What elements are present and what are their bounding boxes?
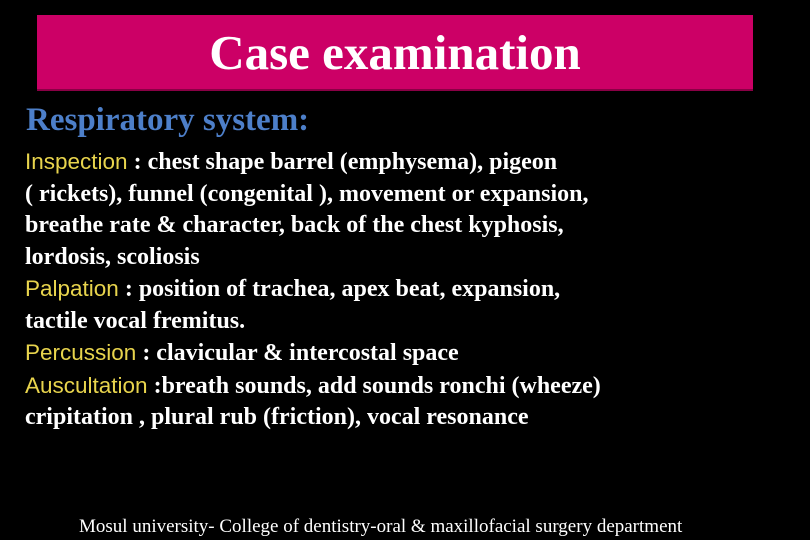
percussion-line-1	[25, 337, 810, 370]
slide-title: Case examination	[209, 24, 581, 80]
palpation-line-1	[25, 273, 810, 306]
palpation-text-1: : position of trachea, apex beat, expansion,	[118, 276, 561, 302]
percussion-term: Percussion	[25, 340, 137, 365]
inspection-line-2: ( rickets), funnel (congenital ), movement or expansion,	[25, 180, 589, 207]
palpation-term: Palpation	[25, 276, 119, 301]
palpation-line-2: tactile vocal fremitus.	[25, 307, 246, 334]
auscultation-term: Auscultation	[25, 372, 148, 398]
auscultation-line-2: cripitation , plural rub (friction), vocal resonance	[25, 404, 529, 430]
title-banner	[37, 15, 753, 91]
inspection-text-1: : chest shape barrel (emphysema), pigeon	[127, 149, 558, 175]
inspection-term: Inspection	[25, 149, 128, 174]
inspection-line-4: lordosis, scoliosis	[25, 243, 200, 270]
percussion-text-1: : clavicular & intercostal space	[136, 340, 459, 366]
footer-text: Mosul university- College of dentistry-oral & maxillofacial surgery department	[79, 516, 683, 537]
auscultation-line-1	[25, 370, 810, 403]
inspection-line-1	[25, 146, 810, 179]
body-text	[25, 146, 810, 434]
inspection-line-3: breathe rate & character, back of the chest kyphosis,	[25, 212, 564, 238]
section-heading: Respiratory system:	[26, 102, 310, 138]
auscultation-text-1: :breath sounds, add sounds ronchi (wheeze)	[147, 372, 601, 399]
